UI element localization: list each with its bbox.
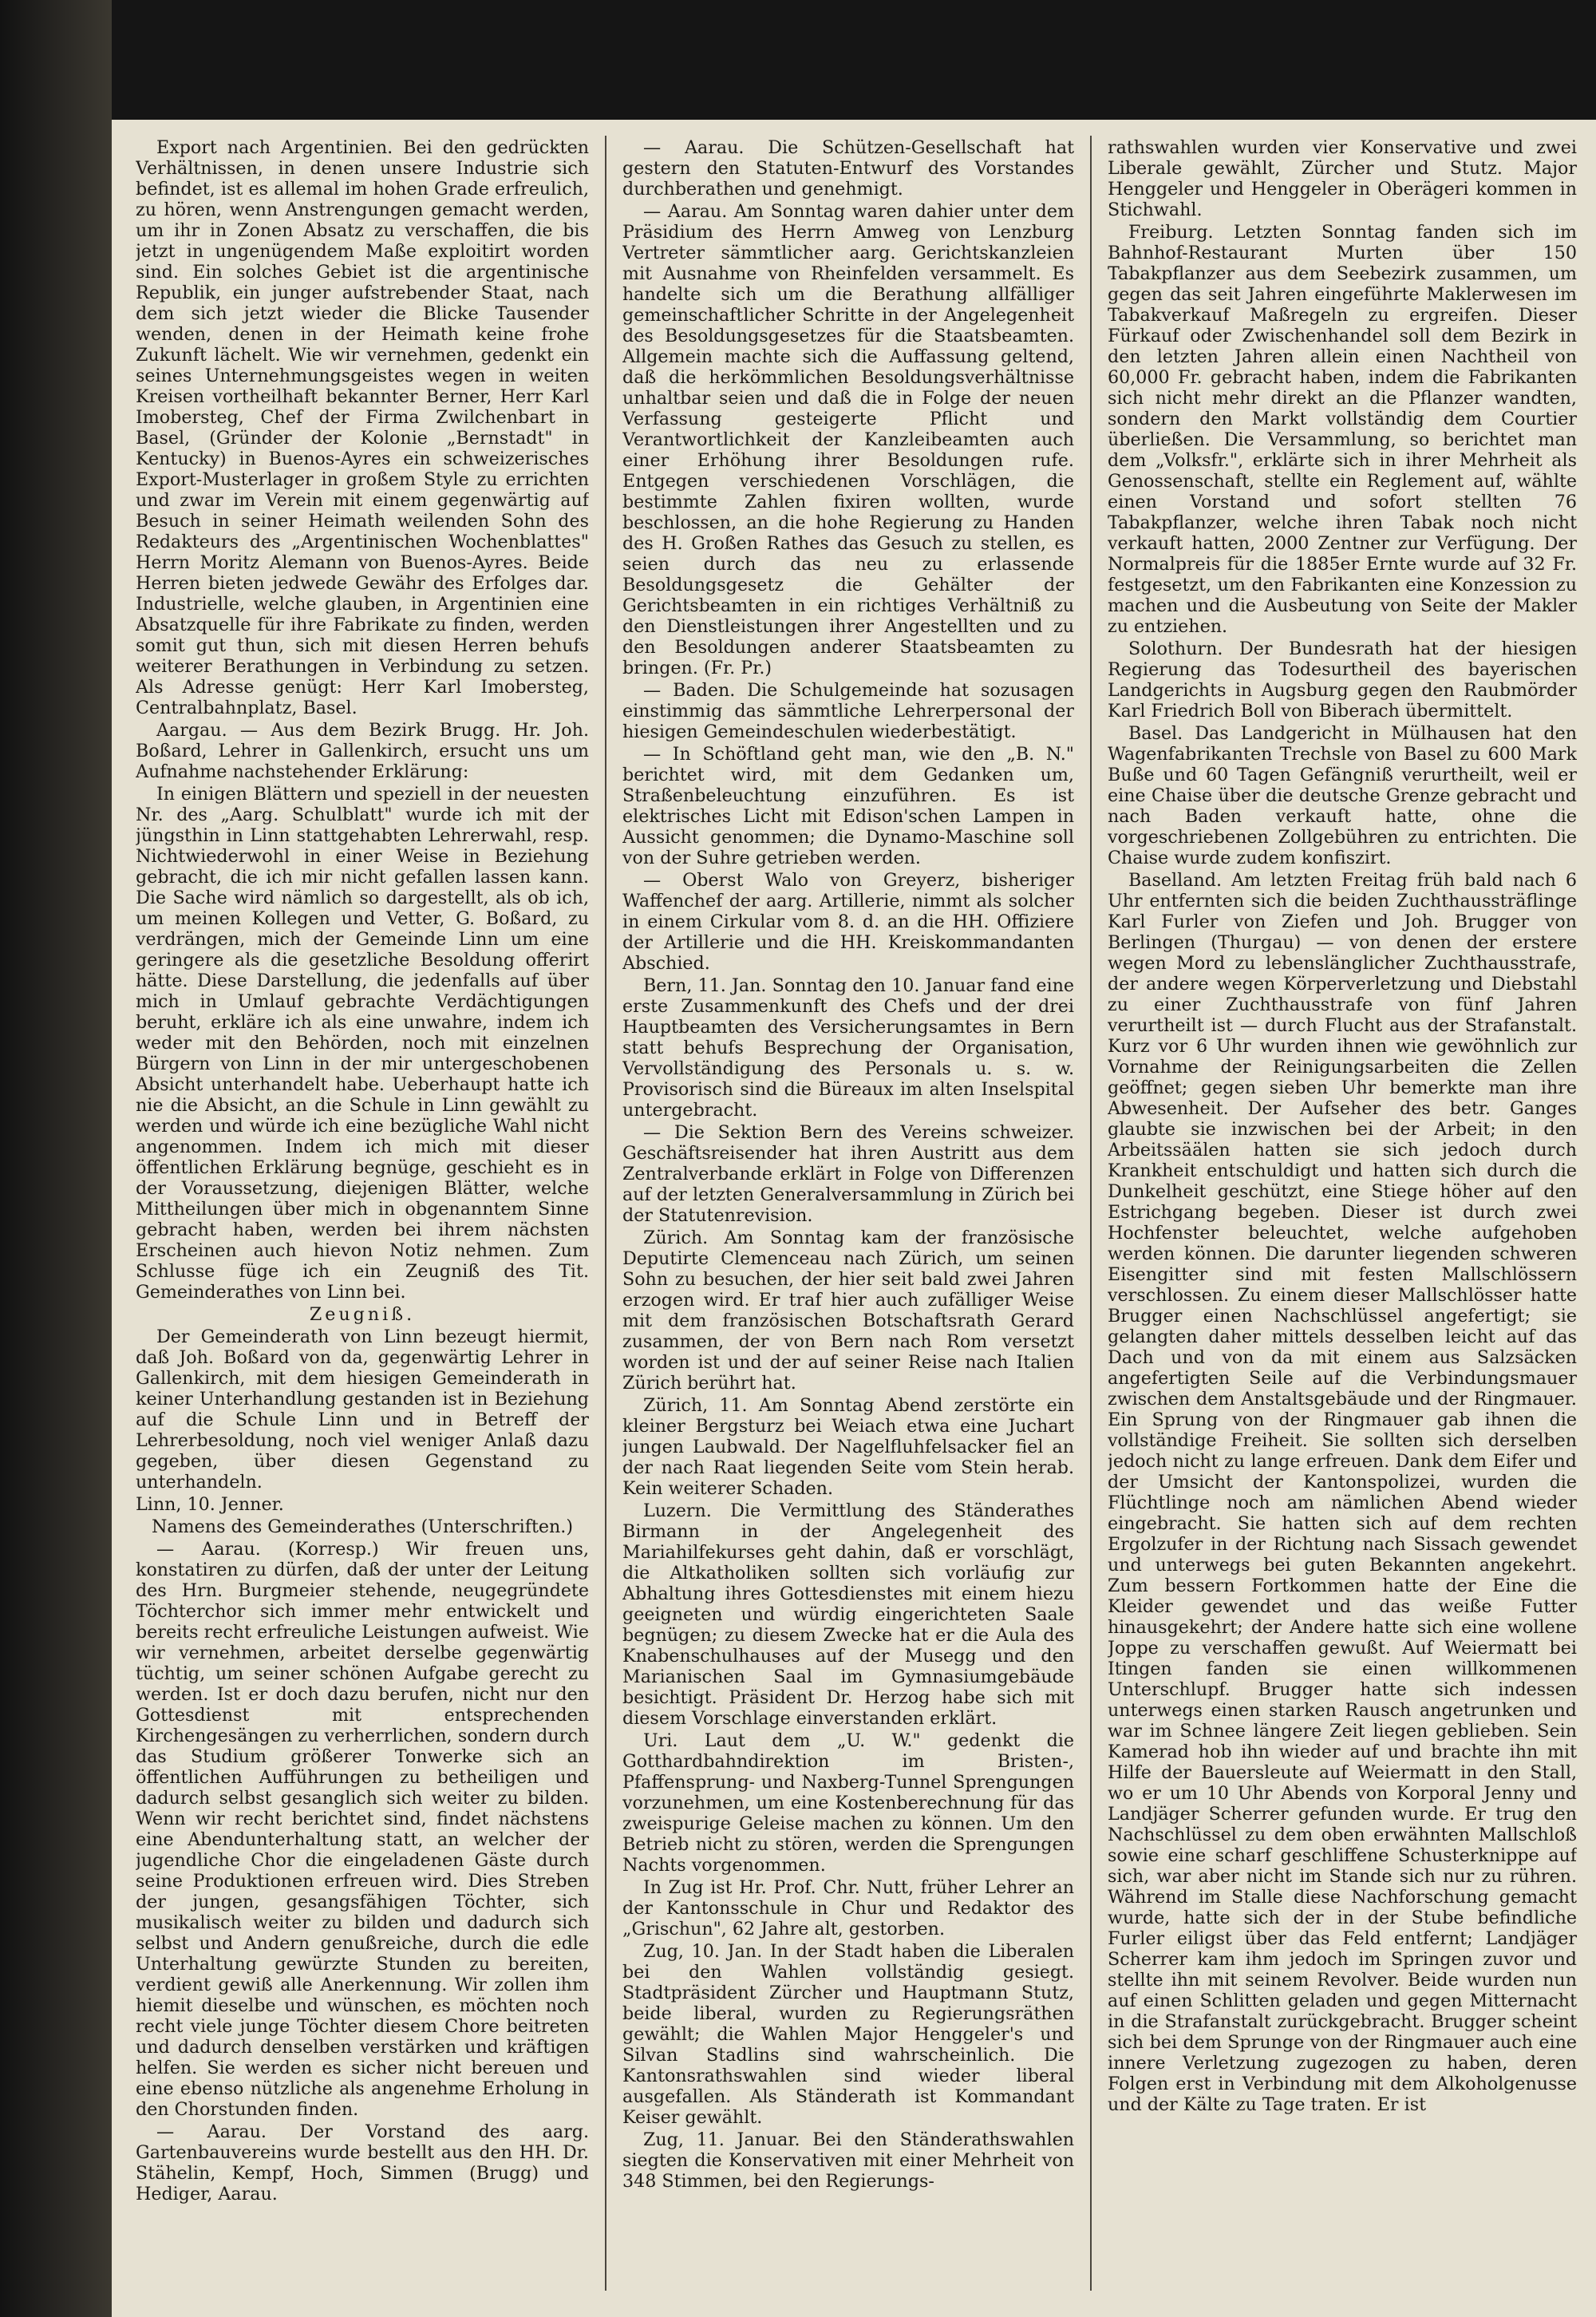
scan-top-margin: [112, 0, 1596, 120]
article-export-argentinien: Export nach Argentinien. Bei den gedrückten Verhältnissen, in denen unsere Industrie sich befindet, ist es allemal im hohen Grade erfreulich, zu hören, wenn Anstrengungen gemacht werden, um ihr in Zonen Absatz zu verschaffen, die bis jetzt in ungenügendem Maße exploitirt worden sind. Ein solches Gebiet ist die argentinische Republik, ein junger aufstrebender Staat, nach dem sich jetzt wieder die Blicke Tausender wenden, denen in der Heimath keine frohe Zukunft lächelt. Wie wir vernehmen, gedenkt ein seines Unternehmungsgeistes wegen in weiten Kreisen vortheilhaft bekannter Berner, Herr Karl Imobersteg, Chef der Firma Zwilchenbart in Basel, (Gründer der Kolonie „Bernstadt" in Kentucky) in Buenos-Ayres ein schweizerisches Export-Musterlager in großem Style zu errichten und zwar im Verein mit einem gegenwärtig auf Besuch in seiner Heimath weilenden Sohn des Redakteurs des „Argentinischen Wochenblattes" Herrn Moritz Alemann von Buenos-Ayres. Beide Herren bieten jedwede Gewähr des Erfolges dar. Industrielle, welche glauben, in Argentinien eine Absatzquelle für ihre Fabrikate zu finden, werden somit gut thun, sich mit diesen Herren behufs weiterer Berathungen in Verbindung zu setzen. Als Adresse genügt: Herr Karl Imobersteg, Centralbahnplatz, Basel.: [136, 137, 589, 718]
article-aarau-schuetzen: — Aarau. Die Schützen-Gesellschaft hat gestern den Statuten-Entwurf des Vorstandes durchberathen und genehmigt.: [622, 137, 1074, 200]
article-luzern-birmann: Luzern. Die Vermittlung des Ständerathes Birmann in der Angelegenheit des Mariahilfekurses geht dahin, daß er vorschlägt, die Altkatholiken sollten sich vorläufig zur Abhaltung ihres Gottesdienstes mit einem hiezu geeigneten und würdig eingerichteten Saale begnügen; zu diesem Zwecke hat er die Aula des Knabenschulhauses auf der Musegg und den Marianischen Saal im Gymnasiumgebäude besichtigt. Präsident Dr. Herzog habe sich mit diesem Vorschlage einverstanden erklärt.: [622, 1501, 1074, 1729]
column-3: [1108, 137, 1577, 2284]
article-aarau-gartenbau: — Aarau. Der Vorstand des aarg. Gartenbauvereins wurde bestellt aus den HH. Dr. Stähelin, Kempf, Hoch, Simmen (Brugg) und Hediger, Aarau.: [136, 2121, 589, 2204]
article-baselland-flucht: Baselland. Am letzten Freitag früh bald nach 6 Uhr entfernten sich die beiden Zuchthaussträflinge Karl Furler von Ziefen und Joh. Brugger von Berlingen (Thurgau) — von denen der erstere wegen Mord zu lebenslänglicher Zuchthausstrafe, der andere wegen Körperverletzung und Diebstahl zu einer Zuchthausstrafe von fünf Jahren verurtheilt ist — durch Flucht aus der Strafanstalt. Kurz vor 6 Uhr wurden ihnen wie gewöhnlich zur Vornahme der Reinigungsarbeiten die Zellen geöffnet; gegen sieben Uhr bemerkte man ihre Abwesenheit. Der Aufseher des betr. Ganges glaubte sie inzwischen bei der Arbeit; in den Arbeitssäälen hatten sie sich jedoch durch Krankheit entschuldigt und hatten sich durch die Dunkelheit geschützt, eine Stiege höher auf den Estrichgang begeben. Dieser ist durch zwei Hochfenster beleuchtet, welche aufgehoben werden können. Die darunter liegenden schweren Eisengitter sind mit festen Mallschlössern verschlossen. Zu einem dieser Mallschlösser hatte Brugger einen Nachschlüssel angefertigt; sie gelangten daher mittels desselben leicht auf das Dach und von da mit einem aus Salzsäcken angefertigten Seile auf die Verbindungsmauer zwischen dem Anstaltsgebäude und der Ringmauer. Ein Sprung von der Ringmauer gab ihnen die vollständige Freiheit. Sie sollten sich derselben jedoch nicht zu lange erfreuen. Dank dem Eifer und der Umsicht der Kantonspolizei, wurden die Flüchtlinge noch am nämlichen Abend wieder eingebracht. Sie hatten sich auf dem rechten Ergolzufer in der Richtung nach Sissach gewendet und unterwegs bei guten Bekannten angekehrt. Zum bessern Fortkommen hatte der Eine die Kleider gewendet und das weiße Futter hinausgekehrt; der Andere hatte sich eine wollene Joppe zu verschaffen gewußt. Auf Weiermatt bei Itingen fanden sie einen willkommenen Unterschlupf. Brugger hatte sich indessen unterwegs einen starken Rausch angetrunken und war im Schnee längere Zeit liegen geblieben. Sein Kamerad hob ihn wieder auf und brachte ihn mit Hilfe der Bauersleute auf Weiermatt in den Stall, wo er um 10 Uhr Abends von Korporal Jenny und Landjäger Scherrer gefunden wurde. Er trug den Nachschlüssel zu dem oben erwähnten Mallschloß sowie eine scharf geschliffene Schusterknippe auf sich, war aber nicht im Stande sich nur zu rühren. Während im Stalle diese Nachforschung gemacht wurde, hatte sich der in der Stube befindliche Furler eiligst über das Feld entfernt; Landjäger Scherrer kam ihm jedoch im Springen zuvor und stellte ihn mit seinem Revolver. Beide wurden nun auf einen Schlitten geladen und gegen Mitternacht in die Strafanstalt zurückgebracht. Brugger scheint sich bei dem Sprunge von der Ringmauer auch eine innere Verletzung zugezogen zu haben, deren Folgen erst in Verbindung mit dem Alkoholgenusse und der Kälte zu Tage traten. Er ist: [1108, 870, 1577, 2115]
article-zuerich-bergsturz: Zürich, 11. Am Sonntag Abend zerstörte ein kleiner Bergsturz bei Weiach etwa eine Juchart jungen Laubwald. Der Nagelfluhfelsacker fiel an der nach Raat liegenden Seite vom Stein herab. Kein weiterer Schaden.: [622, 1395, 1074, 1499]
article-zug-wahlen-cont: rathswahlen wurden vier Konservative und zwei Liberale gewählt, Zürcher und Stutz. Major Henggeler und Henggeler in Oberägeri kommen in Stichwahl.: [1108, 137, 1577, 220]
column-rule-2: [1090, 136, 1092, 2291]
newspaper-page: [112, 120, 1596, 2317]
article-zug-wahlen-10: Zug, 10. Jan. In der Stadt haben die Liberalen bei den Wahlen vollständig gesiegt. Stadtpräsident Zürcher und Hauptmann Stutz, beide liberal, wurden zu Regierungsräthen gewählt; die Wahlen Major Henggeler's und Silvan Stadlins sind wahrscheinlich. Die Kantonsrathswahlen sind wieder liberal ausgefallen. Als Ständerath ist Kommandant Keiser gewählt.: [622, 1941, 1074, 2128]
article-uri-gotthard: Uri. Laut dem „U. W." gedenkt die Gotthardbahndirektion im Bristen-, Pfaffensprung- und Naxberg-Tunnel Sprengungen vorzunehmen, um eine Kostenberechnung für das zweispurige Geleise machen zu können. Um den Betrieb nicht zu stören, werden die Sprengungen Nachts vorgenommen.: [622, 1730, 1074, 1876]
article-schoeftland-licht: — In Schöftland geht man, wie den „B. N." berichtet wird, mit dem Gedanken um, Straßenbeleuchtung einzuführen. Es ist elektrisches Licht mit Edison'schen Lampen in Aussicht genommen; die Dynamo-Maschine soll von der Suhre getrieben werden.: [622, 744, 1074, 868]
article-zug-nutt: In Zug ist Hr. Prof. Chr. Nutt, früher Lehrer an der Kantonsschule in Chur und Redaktor des „Grischun", 62 Jahre alt, gestorben.: [622, 1877, 1074, 1939]
column-rule-1: [605, 136, 606, 2291]
article-freiburg-tabak: Freiburg. Letzten Sonntag fanden sich im Bahnhof-Restaurant Murten über 150 Tabakpflanzer aus dem Seebezirk zusammen, um gegen das seit Jahren eingeführte Maklerwesen im Tabakverkauf Maßregeln zu ergreifen. Dieser Fürkauf oder Zwischenhandel soll dem Bezirk in den letzten Jahren allein einen Nachtheil von 60,000 Fr. gebracht haben, indem die Fabrikanten sich nicht mehr direkt an die Pflanzer wandten, sondern den Markt vollständig dem Courtier überließen. Die Versammlung, so berichtet man dem „Volksfr.", erklärte sich in ihrer Mehrheit als Genossenschaft, stellte ein Reglement auf, wählte einen Vorstand und sofort stellten 76 Tabakpflanzer, welche ihren Tabak noch nicht verkauft hatten, 2000 Zentner zur Verfügung. Der Normalpreis für die 1885er Ernte wurde auf 32 Fr. festgesetzt, um den Fabrikanten eine Konzession zu machen und die Ausbeutung von Seite der Makler zu entziehen.: [1108, 222, 1577, 637]
article-zug-wahlen-11: Zug, 11. Januar. Bei den Ständerathswahlen siegten die Konservativen mit einer Mehrheit von 348 Stimmen, bei den Regierungs-: [622, 2129, 1074, 2192]
heading-zeugnis: Zeugniß.: [309, 1304, 416, 1325]
article-aargau-brugg-intro: Aargau. — Aus dem Bezirk Brugg. Hr. Joh. Boßard, Lehrer in Gallenkirch, ersucht uns um Aufnahme nachstehender Erklärung:: [136, 720, 589, 782]
article-aarau-toechterchor: — Aarau. (Korresp.) Wir freuen uns, konstatiren zu dürfen, daß der unter der Leitung des Hrn. Burgmeier stehende, neugegründete Töchterchor sich immer mehr entwickelt und bereits recht erfreuliche Leistungen aufweist. Wie wir vernehmen, arbeitet derselbe gegenwärtig tüchtig, um seiner schönen Aufgabe gerecht zu werden. Ist er doch dazu berufen, nicht nur den Gottesdienst mit entsprechenden Kirchengesängen zu verherrlichen, sondern durch das Studium größerer Tonwerke sich an öffentlichen Aufführungen zu betheiligen und dadurch selbst gesanglich sich weiter zu bilden. Wenn wir recht berichtet sind, findet nächstens eine Abendunterhaltung statt, an welcher der jugendliche Chor die eingeladenen Gäste durch seine Produktionen erfreuen wird. Dies Streben der jungen, gesangsfähigen Töchter, sich musikalisch weiter zu bilden und dadurch sich selbst und Andern genußreiche, durch die edle Unterhaltung gewürzte Stunden zu bereiten, verdient gewiß alle Anerkennung. Wir zollen ihm hiemit dieselbe und wünschen, es möchten noch recht viele junge Töchter diesem Chore beitreten und dadurch denselben verstärken und kräftigen helfen. Sie werden es sicher nicht bereuen und eine ebenso nützliche als angenehme Erholung in den Chorstunden finden.: [136, 1539, 589, 2120]
article-zeugnis-text: Der Gemeinderath von Linn bezeugt hiermit, daß Joh. Boßard von da, gegenwärtig Lehrer in Gallenkirch, mit dem hiesigen Gemeinderath in keiner Unterhandlung gestanden ist in Beziehung auf die Schule Linn und in Betreff der Lehrerbesoldung, noch viel weniger Anlaß dazu gegeben, über diesen Gegenstand zu unterhandeln.: [136, 1327, 589, 1493]
article-bern-versicherungsamt: Bern, 11. Jan. Sonntag den 10. Januar fand eine erste Zusammenkunft des Chefs und der drei Hauptbeamten des Versicherungsamtes in Bern statt behufs Besprechung der Organisation, Vervollständigung des Personals u. s. w. Provisorisch sind die Büreaux im alten Inselspital untergebracht.: [622, 975, 1074, 1121]
column-1: [136, 137, 589, 2284]
article-baden-schulgemeinde: — Baden. Die Schulgemeinde hat sozusagen einstimmig das sämmtliche Lehrerpersonal der hiesigen Gemeindeschulen wiederbestätigt.: [622, 680, 1074, 742]
scan-left-margin: [0, 0, 112, 2317]
article-bern-geschaeftsreisende: — Die Sektion Bern des Vereins schweizer. Geschäftsreisender hat ihren Austritt aus dem Zentralverbande erklärt in Folge von Differenzen auf der letzten Generalversammlung in Zürich bei der Statutenrevision.: [622, 1122, 1074, 1226]
article-solothurn-todesurtheil: Solothurn. Der Bundesrath hat der hiesigen Regierung das Todesurtheil des bayerischen Landgerichts in Augsburg gegen den Raubmörder Karl Friedrich Boll von Biberach übermittelt.: [1108, 639, 1577, 722]
article-oberst-greyerz: — Oberst Walo von Greyerz, bisheriger Waffenchef der aarg. Artillerie, nimmt als solcher in einem Cirkular vom 8. d. an die HH. Offiziere der Artillerie und die HH. Kreiskommandanten Abschied.: [622, 870, 1074, 974]
article-aarau-gerichtskanzleien: — Aarau. Am Sonntag waren dahier unter dem Präsidium des Herrn Amweg von Lenzburg Vertreter sämmtlicher aarg. Gerichtskanzleien mit Ausnahme von Rheinfelden versammelt. Es handelte sich um die Berathung allfälliger gemeinschaftlicher Schritte in der Angelegenheit des Besoldungsgesetzes für die Staatsbeamten. Allgemein machte sich die Auffassung geltend, daß die herkömmlichen Besoldungsverhältnisse unhaltbar seien und daß die in Folge der neuen Verfassung gesteigerte Pflicht und Verantwortlichkeit der Kanzleibeamten auch einer Erhöhung ihrer Besoldungen rufe. Entgegen verschiedenen Vorschlägen, die bestimmte Zahlen fixiren wollten, wurde beschlossen, an die hohe Regierung zu Handen des H. Großen Rathes das Gesuch zu stellen, es seien durch das neu zu erlassende Besoldungsgesetz die Gehälter der Gerichtsbeamten in ein richtiges Verhältniß zu den Dienstleistungen ihrer Angestellten und zu den Besoldungen anderer Staatsbeamten zu bringen. (Fr. Pr.): [622, 201, 1074, 678]
article-bossard-erklaerung: In einigen Blättern und speziell in der neuesten Nr. des „Aarg. Schulblatt" wurde ich mit der jüngsthin in Linn stattgehabten Lehrerwahl, resp. Nichtwiederwohl in einer Weise in Beziehung gebracht, die ich mir nicht gefallen lassen kann. Die Sache wird nämlich so dargestellt, als ob ich, um meinen Kollegen und Vetter, G. Boßard, zu verdrängen, mich der Gemeinde Linn um eine geringere als die gesetzliche Besoldung offerirt hätte. Diese Darstellung, die jedenfalls auf über mich in Umlauf gebrachte Verdächtigungen beruht, erkläre ich als eine unwahre, indem ich weder mit den Behörden, noch mit einzelnen Bürgern von Linn in der mir untergeschobenen Absicht unterhandelt habe. Ueberhaupt hatte ich nie die Absicht, an die Schule in Linn gewählt zu werden und würde ich eine bezügliche Wahl nicht angenommen. Indem ich mich mit dieser öffentlichen Erklärung begnüge, geschieht es in der Voraussetzung, diejenigen Blätter, welche Mittheilungen über mich in obgenanntem Sinne gebracht haben, werden bei ihrem nächsten Erscheinen auch hievon Notiz nehmen. Zum Schlusse füge ich ein Zeugniß des Tit. Gemeinderathes von Linn bei.: [136, 784, 589, 1303]
column-2: [622, 137, 1074, 2284]
dateline-linn: Linn, 10. Jenner.: [136, 1494, 284, 1515]
article-basel-landgericht: Basel. Das Landgericht in Mülhausen hat den Wagenfabrikanten Trechsle von Basel zu 600 Mark Buße und 60 Tagen Gefängniß verurtheilt, weil er eine Chaise über die deutsche Grenze gebracht und nach Baden verkauft hatte, ohne die vorgeschriebenen Zollgebühren zu entrichten. Die Chaise wurde zudem konfiszirt.: [1108, 723, 1577, 868]
article-zuerich-clemenceau: Zürich. Am Sonntag kam der französische Deputirte Clemenceau nach Zürich, um seinen Sohn zu besuchen, der hier seit bald zwei Jahren erzogen wird. Er traf hier auch zufälliger Weise mit dem französischen Botschaftsrath Gerard zusammen, der von Bern nach Rom versetzt worden ist und der auf seiner Reise nach Italien Zürich berührt hat.: [622, 1228, 1074, 1394]
signature-gemeinderath: Namens des Gemeinderathes (Unterschriften.): [151, 1516, 574, 1537]
